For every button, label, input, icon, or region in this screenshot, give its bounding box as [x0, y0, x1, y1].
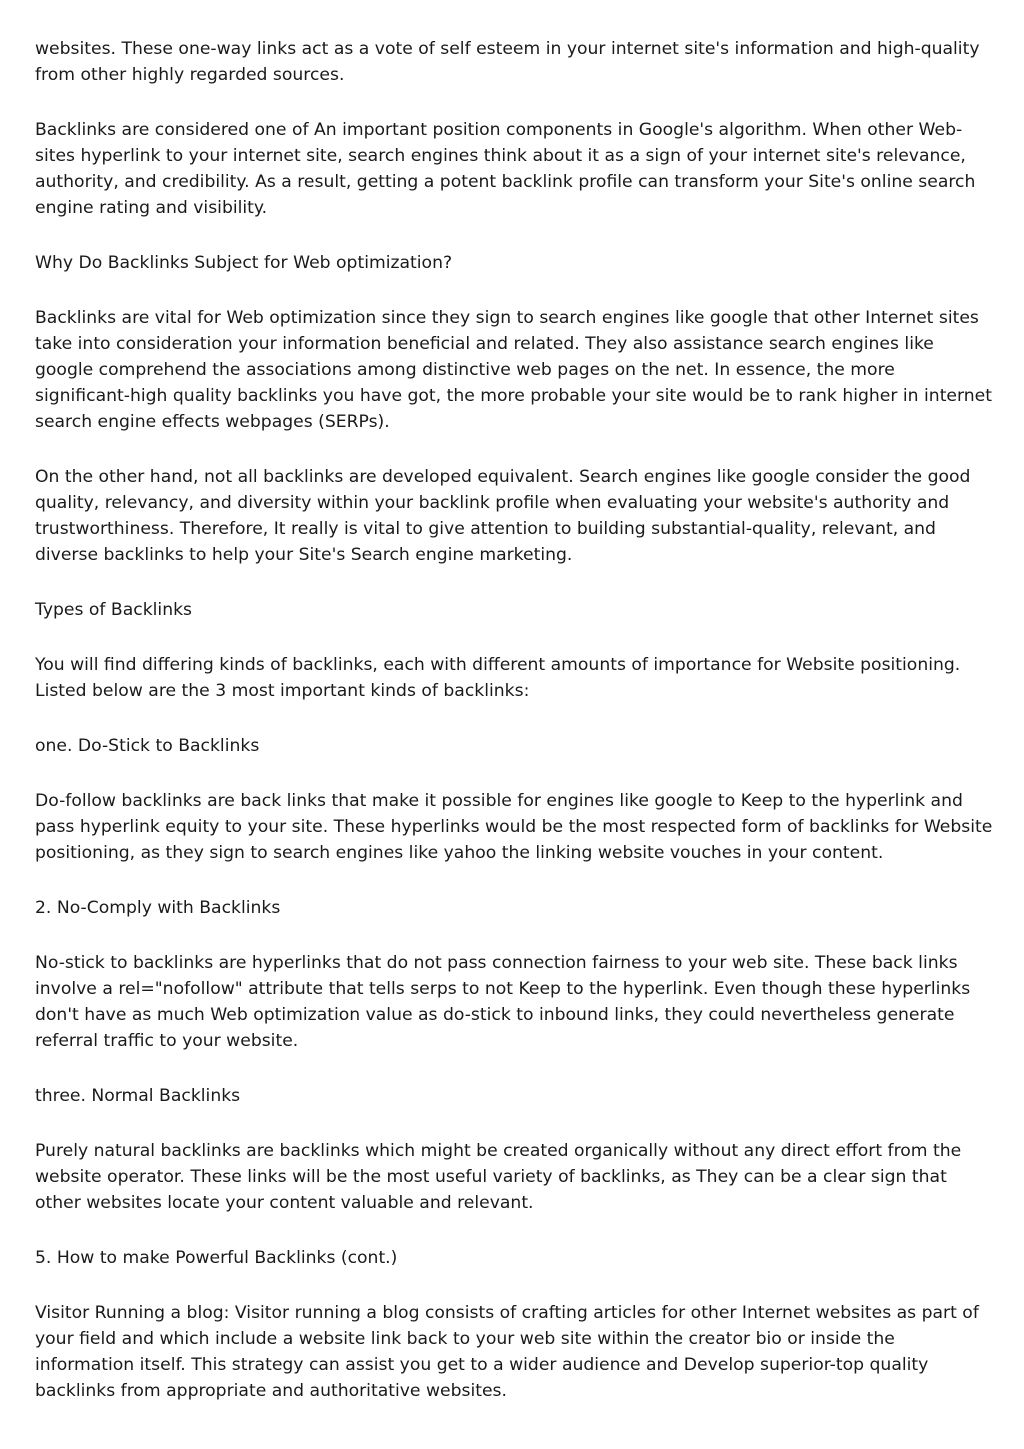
paragraph-guest-blogging: Visitor Running a blog: Visitor running a blog consists of crafting articles for other Internet websites as part of your field and which include a website link back to your web site within the creator bio or inside the information itself. This strategy can assist you get to a wider audience and Develop superior-top quality backlinks from appropriate and authoritative websites. [35, 1303, 979, 1401]
paragraph-intro-continued: websites. These one-way links act as a vote of self esteem in your internet site's information and high-quality from other highly regarded sources. [35, 39, 980, 85]
paragraph-backlinks-ranking: Backlinks are considered one of An important position components in Google's algorithm. When other Web-sites hyperlink to your internet site, search engines think about it as a sign of your internet site's relevance, authority, and credibility. As a result, getting a potent backlink profile can transform your Site's online search engine rating and visibility. [35, 120, 976, 218]
heading-no-follow: 2. No-Comply with Backlinks [35, 898, 281, 918]
heading-natural-backlinks: three. Normal Backlinks [35, 1086, 241, 1106]
document-page [35, 36, 995, 1433]
paragraph-types-intro: You will find differing kinds of backlinks, each with different amounts of importance for Website positioning. Listed below are the 3 most important kinds of backlinks: [35, 655, 961, 701]
paragraph-backlinks-vital: Backlinks are vital for Web optimization since they sign to search engines like google that other Internet sites take into consideration your information beneficial and related. They also assistance search engines like google comprehend the associations among distinctive web pages on the net. In essence, the more significant-high quality backlinks you have got, the more probable your site would be to rank higher in internet search engine effects webpages (SERPs). [35, 308, 992, 432]
paragraph-natural-backlinks: Purely natural backlinks are backlinks which might be created organically without any direct effort from the website operator. These links will be the most useful variety of backlinks, as They can be a clear sign that other websites locate your content valuable and relevant. [35, 1141, 962, 1213]
heading-do-follow: one. Do-Stick to Backlinks [35, 736, 260, 756]
heading-how-to-build: 5. How to make Powerful Backlinks (cont.) [35, 1248, 398, 1268]
paragraph-no-follow: No-stick to backlinks are hyperlinks that do not pass connection fairness to your web site. These back links involve a rel="nofollow" attribute that tells serps to not Keep to the hyperlink. Even though these hyperlinks don't have as much Web optimization value as do-stick to inbound links, they could nevertheless generate referral traffic to your website. [35, 953, 971, 1051]
heading-why-backlinks-matter: Why Do Backlinks Subject for Web optimization? [35, 253, 453, 273]
heading-types-of-backlinks: Types of Backlinks [35, 600, 193, 620]
paragraph-do-follow: Do-follow backlinks are back links that make it possible for engines like google to Keep to the hyperlink and pass hyperlink equity to your site. These hyperlinks would be the most respected form of backlinks for Website positioning, as they sign to search engines like yahoo the linking website vouches in your content. [35, 791, 993, 863]
paragraph-not-all-equal: On the other hand, not all backlinks are developed equivalent. Search engines like google consider the good quality, relevancy, and diversity within your backlink profile when evaluating your website's authority and trustworthiness. Therefore, It really is vital to give attention to building substantial-quality, relevant, and diverse backlinks to help your Site's Search engine marketing. [35, 467, 971, 565]
